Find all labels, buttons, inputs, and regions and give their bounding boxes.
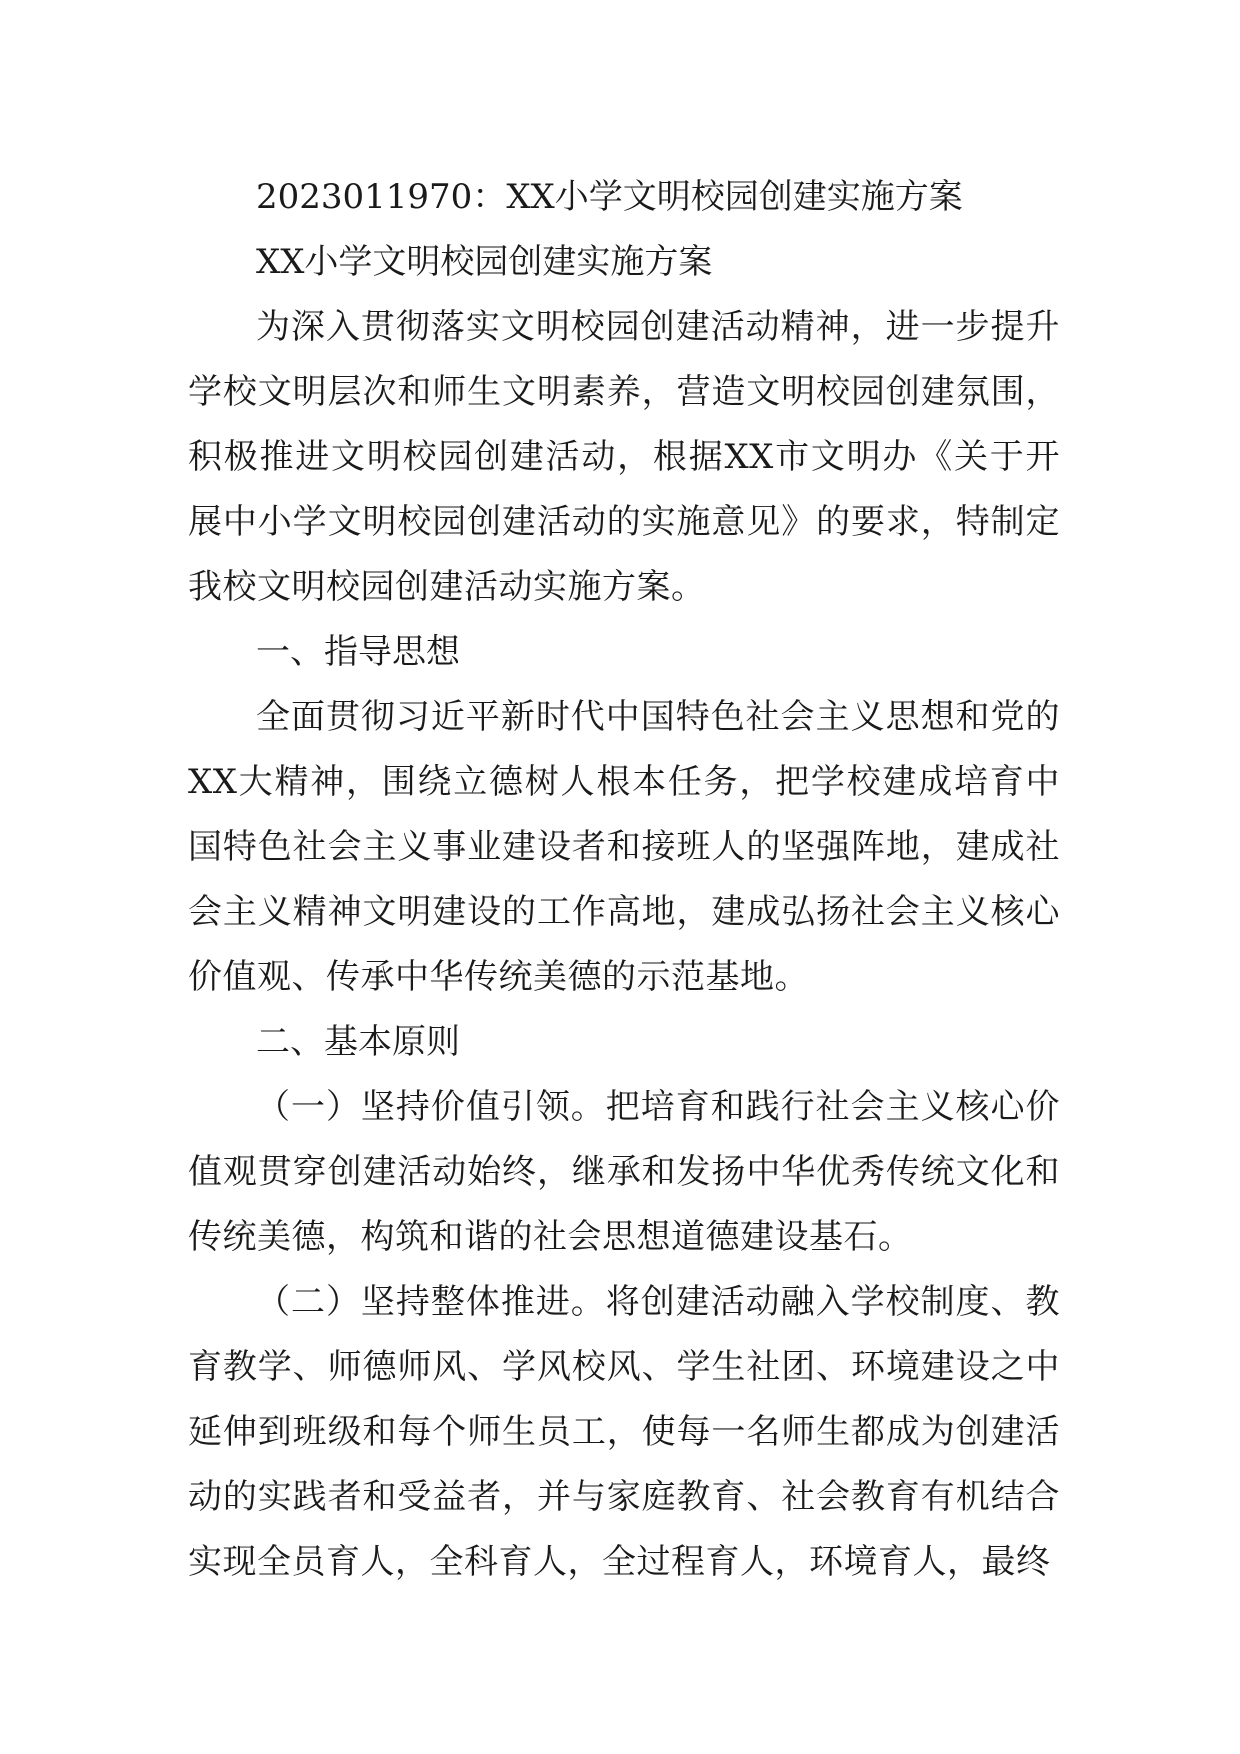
section-heading-basic-principles: 二、基本原则 bbox=[256, 1022, 460, 1062]
principle-2-paragraph: （二）坚持整体推进。将创建活动融入学校制度、教育教学、师德师风、学风校风、学生社团、环境建设之中延伸到班级和每个师生员工，使每一名师生都成为创建活动的实践者和受益者，并与家庭教育、社会教育有机结合实现全员育人，全科育人，全过程育人，环境育人，最终 bbox=[188, 1282, 1060, 1582]
document-header-line: 2023011970：XX小学文明校园创建实施方案 bbox=[256, 177, 963, 217]
document-body bbox=[188, 165, 1060, 1595]
principle-1-paragraph: （一）坚持价值引领。把培育和践行社会主义核心价值观贯穿创建活动始终，继承和发扬中华优秀传统文化和传统美德，构筑和谐的社会思想道德建设基石。 bbox=[188, 1087, 1060, 1257]
document-title: XX小学文明校园创建实施方案 bbox=[256, 242, 713, 282]
intro-paragraph: 为深入贯彻落实文明校园创建活动精神，进一步提升学校文明层次和师生文明素养，营造文明校园创建氛围，积极推进文明校园创建活动，根据XX市文明办《关于开展中小学文明校园创建活动的实施意见》的要求，特制定我校文明校园创建活动实施方案。 bbox=[188, 307, 1060, 607]
section-heading-guiding-ideology: 一、指导思想 bbox=[256, 632, 460, 672]
guiding-ideology-paragraph: 全面贯彻习近平新时代中国特色社会主义思想和党的XX大精神，围绕立德树人根本任务，把学校建成培育中国特色社会主义事业建设者和接班人的坚强阵地，建成社会主义精神文明建设的工作高地，建成弘扬社会主义核心价值观、传承中华传统美德的示范基地。 bbox=[188, 697, 1060, 997]
